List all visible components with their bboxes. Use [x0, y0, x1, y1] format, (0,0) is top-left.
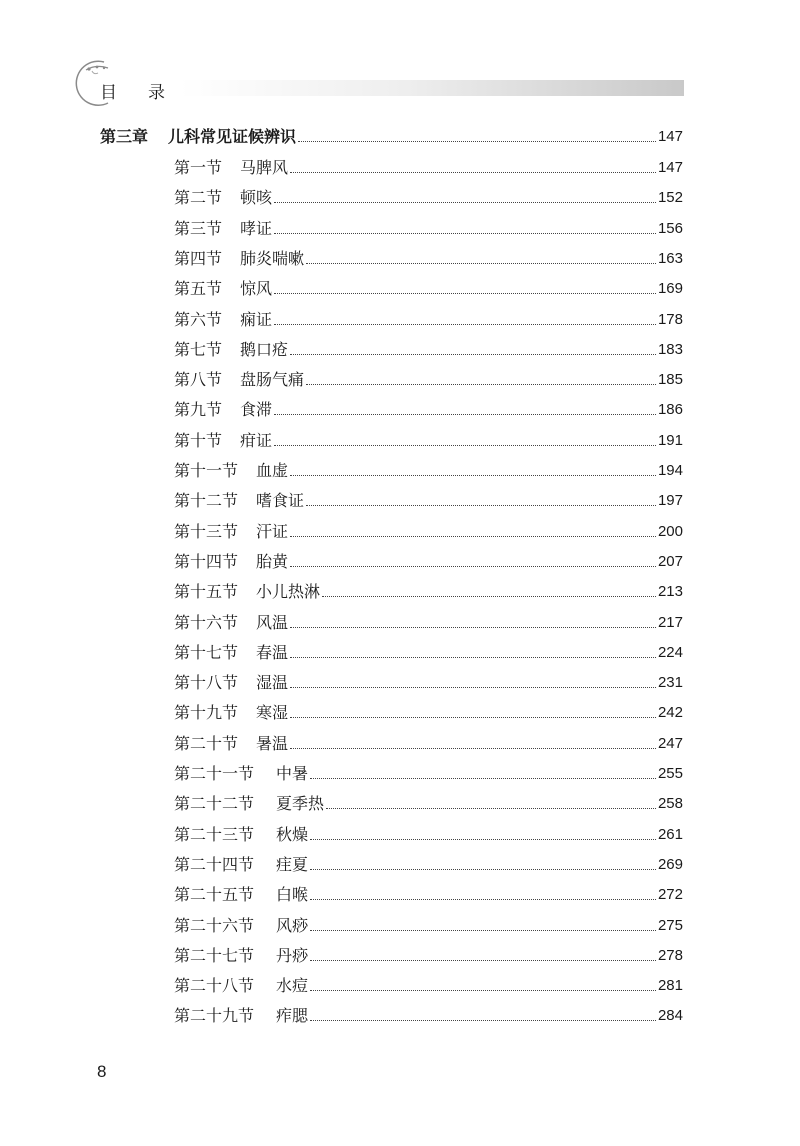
dot-leader — [322, 595, 656, 597]
toc-section-entry[interactable] — [174, 518, 683, 542]
toc-section-entry[interactable] — [174, 427, 683, 451]
dot-leader — [298, 140, 656, 142]
dot-leader — [310, 777, 656, 779]
section-number: 第七节 — [174, 339, 223, 359]
section-number: 第二十九节 — [174, 1006, 255, 1026]
section-title: 惊风 — [240, 279, 273, 299]
toc-section-entry[interactable] — [174, 1002, 683, 1026]
section-page: 272 — [657, 886, 683, 904]
page-number: 8 — [97, 1062, 107, 1081]
section-title: 胎黄 — [256, 551, 289, 571]
dot-leader — [274, 232, 656, 234]
toc-section-entry[interactable] — [174, 760, 683, 784]
section-page: 178 — [657, 310, 683, 328]
section-number: 第二节 — [174, 188, 223, 208]
dot-leader — [290, 535, 656, 537]
section-number: 第六节 — [174, 309, 223, 329]
section-page: 275 — [657, 916, 683, 934]
section-number: 第二十五节 — [174, 885, 255, 905]
toc-section-entry[interactable] — [174, 245, 683, 269]
toc-section-entry[interactable] — [174, 972, 683, 996]
toc-section-entry[interactable] — [174, 215, 683, 239]
section-number: 第二十一节 — [174, 764, 255, 783]
section-number: 第二十七节 — [174, 945, 255, 965]
section-number: 第九节 — [174, 400, 223, 420]
chapter-title: 儿科常见证候辨识 — [168, 127, 297, 146]
dot-leader — [290, 565, 656, 567]
dot-leader — [290, 171, 656, 173]
toc-section-entry[interactable] — [174, 487, 683, 511]
section-page: 169 — [657, 280, 683, 298]
section-page: 278 — [657, 946, 683, 964]
dot-leader — [310, 959, 656, 961]
section-page: 258 — [657, 795, 683, 813]
header-title-mu: 目 — [100, 83, 117, 103]
section-title: 肺炎喘嗽 — [240, 248, 305, 268]
dot-leader — [306, 262, 656, 264]
section-number: 第三节 — [174, 218, 223, 238]
chapter-number: 第三章 — [100, 127, 149, 146]
dot-leader — [274, 292, 656, 294]
dot-leader — [290, 686, 656, 688]
toc-section-entry[interactable] — [174, 609, 683, 633]
section-title: 暑温 — [256, 733, 289, 753]
section-number: 第二十六节 — [174, 915, 255, 935]
toc-section-entry[interactable] — [174, 699, 683, 723]
section-title: 鹅口疮 — [240, 339, 289, 359]
section-page: 284 — [657, 1007, 683, 1025]
section-number: 第四节 — [174, 248, 223, 268]
header-gradient-bar — [180, 80, 684, 96]
section-number: 第十九节 — [174, 703, 239, 723]
section-number: 第十六节 — [174, 612, 239, 632]
section-page: 247 — [657, 734, 683, 752]
section-page: 200 — [657, 522, 683, 540]
section-number: 第一节 — [174, 158, 223, 177]
dot-leader — [290, 474, 656, 476]
section-number: 第十八节 — [174, 673, 239, 693]
section-title: 哮证 — [240, 218, 273, 238]
section-number: 第十四节 — [174, 551, 239, 571]
chapter-page: 147 — [657, 128, 683, 145]
dot-leader — [326, 807, 656, 809]
section-number: 第十节 — [174, 430, 223, 450]
section-page: 231 — [657, 674, 683, 692]
section-title: 秋燥 — [276, 824, 309, 844]
section-title: 顿咳 — [240, 188, 273, 208]
section-page: 255 — [657, 765, 683, 782]
section-number: 第二十三节 — [174, 824, 255, 844]
dot-leader — [290, 626, 656, 628]
toc-section-entry[interactable] — [174, 912, 683, 936]
section-title: 食滞 — [240, 400, 273, 420]
section-title: 疰夏 — [276, 854, 309, 874]
section-number: 第二十八节 — [174, 976, 255, 996]
toc-section-entry[interactable] — [174, 790, 683, 814]
dot-leader — [290, 747, 656, 749]
header-title-lu: 录 — [148, 83, 165, 103]
dot-leader — [310, 929, 656, 931]
dot-leader — [274, 201, 656, 203]
section-title: 马脾风 — [240, 158, 289, 177]
section-title: 丹痧 — [276, 945, 309, 965]
toc-section-entry[interactable] — [174, 336, 683, 360]
toc-section-entry[interactable] — [174, 851, 683, 875]
section-number: 第五节 — [174, 279, 223, 299]
dot-leader — [290, 353, 656, 355]
section-number: 第二十二节 — [174, 794, 255, 814]
section-title: 小儿热淋 — [256, 582, 321, 602]
dot-leader — [306, 383, 656, 385]
toc-section-entry[interactable] — [174, 881, 683, 905]
section-page: 163 — [657, 249, 683, 267]
section-page: 183 — [657, 340, 683, 358]
section-number: 第二十节 — [174, 733, 239, 753]
section-title: 夏季热 — [276, 794, 325, 814]
section-page: 207 — [657, 552, 683, 570]
dot-leader — [274, 413, 656, 415]
toc-section-entry[interactable] — [174, 942, 683, 966]
section-title: 疳证 — [240, 430, 273, 450]
section-page: 269 — [657, 855, 683, 873]
dot-leader — [306, 504, 656, 506]
section-title: 血虚 — [256, 461, 289, 480]
section-title: 白喉 — [276, 885, 309, 905]
section-number: 第十一节 — [174, 461, 239, 480]
section-title: 盘肠气痛 — [240, 370, 305, 390]
toc-section-entry[interactable] — [174, 396, 683, 420]
section-page: 281 — [657, 977, 683, 995]
section-title: 风痧 — [276, 915, 309, 935]
section-number: 第二十四节 — [174, 854, 255, 874]
dot-leader — [310, 989, 656, 991]
dot-leader — [310, 898, 656, 900]
dot-leader — [274, 444, 656, 446]
section-page: 213 — [657, 583, 683, 601]
section-page: 185 — [657, 371, 683, 389]
toc-section-entry[interactable] — [174, 639, 683, 663]
toc-section-entry[interactable] — [174, 578, 683, 602]
section-title: 湿温 — [256, 673, 289, 693]
section-number: 第十二节 — [174, 491, 239, 511]
dot-leader — [310, 838, 656, 840]
section-title: 春温 — [256, 642, 289, 662]
dot-leader — [310, 1019, 656, 1021]
section-number: 第八节 — [174, 370, 223, 390]
toc-section-entry[interactable] — [174, 821, 683, 845]
section-page: 191 — [657, 431, 683, 449]
toc-section-entry[interactable] — [174, 669, 683, 693]
section-page: 261 — [657, 825, 683, 843]
section-page: 156 — [657, 219, 683, 237]
section-page: 224 — [657, 643, 683, 661]
section-title: 中暑 — [276, 764, 309, 783]
toc-chapter-entry[interactable] — [100, 123, 683, 147]
toc-section-entry[interactable] — [174, 184, 683, 208]
toc-section-entry[interactable] — [174, 366, 683, 390]
toc-section-entry[interactable] — [174, 275, 683, 299]
section-page: 197 — [657, 492, 683, 510]
section-page: 186 — [657, 401, 683, 419]
toc-section-entry[interactable] — [174, 154, 683, 178]
section-title: 水痘 — [276, 976, 309, 996]
dot-leader — [290, 656, 656, 658]
section-page: 194 — [657, 462, 683, 479]
section-title: 汗证 — [256, 521, 289, 541]
section-title: 风温 — [256, 612, 289, 632]
dot-leader — [290, 716, 656, 718]
section-page: 217 — [657, 613, 683, 631]
toc-section-entry[interactable] — [174, 548, 683, 572]
dot-leader — [274, 323, 656, 325]
toc-section-entry[interactable] — [174, 730, 683, 754]
section-title: 寒湿 — [256, 703, 289, 723]
section-number: 第十三节 — [174, 521, 239, 541]
section-title: 痫证 — [240, 309, 273, 329]
section-number: 第十七节 — [174, 642, 239, 662]
toc-section-entry[interactable] — [174, 306, 683, 330]
section-page: 242 — [657, 704, 683, 722]
section-title: 痄腮 — [276, 1006, 309, 1026]
toc-section-entry[interactable] — [174, 457, 683, 481]
dot-leader — [310, 868, 656, 870]
section-number: 第十五节 — [174, 582, 239, 602]
section-page: 152 — [657, 189, 683, 207]
section-page: 147 — [657, 159, 683, 176]
section-title: 嗜食证 — [256, 491, 305, 511]
